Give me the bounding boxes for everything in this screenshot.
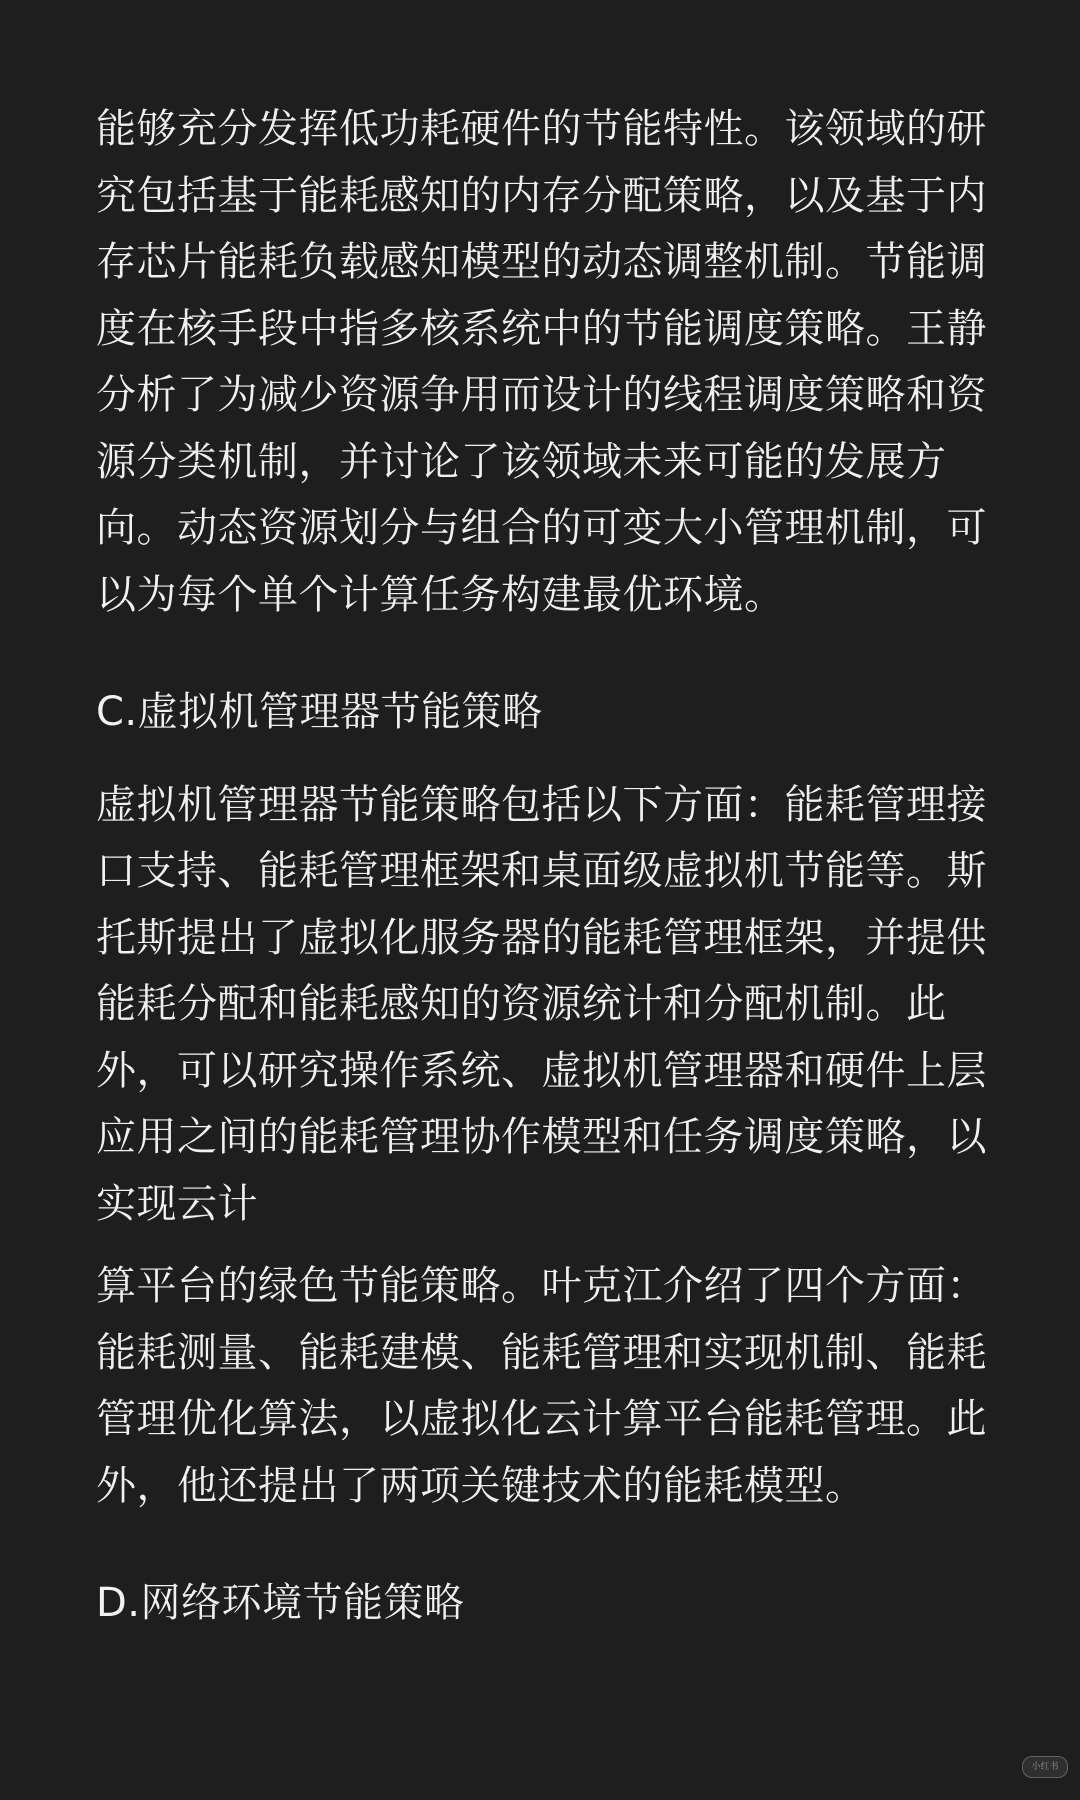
text-line: 以为每个单个计算任务构建最优环境。 xyxy=(96,571,785,618)
text-line: 算平台的绿色节能策略。叶克江介绍了四个方面： xyxy=(96,1263,987,1309)
paragraph-3 xyxy=(96,1253,986,1519)
section-heading-c: C.虚拟机管理器节能策略 xyxy=(96,689,543,735)
text-line: 应用之间的能耗管理协作模型和任务调度策略，以 xyxy=(96,1114,987,1160)
text-line: 能耗分配和能耗感知的资源统计和分配机制。此 xyxy=(96,981,947,1027)
text-line: 管理优化算法，以虚拟化云计算平台能耗管理。此 xyxy=(96,1396,987,1442)
section-heading-d: D.网络环境节能策略 xyxy=(96,1580,465,1626)
text-line: 存芯片能耗负载感知模型的动态调整机制。节能调 xyxy=(96,239,987,285)
text-line: 实现云计 xyxy=(96,1180,258,1227)
text-line: 向。动态资源划分与组合的可变大小管理机制，可 xyxy=(96,505,987,551)
text-line: 外，他还提出了两项关键技术的能耗模型。 xyxy=(96,1462,866,1509)
text-line: 托斯提出了虚拟化服务器的能耗管理框架，并提供 xyxy=(96,914,987,961)
text-line: 究包括基于能耗感知的内存分配策略，以及基于内 xyxy=(96,172,987,219)
text-line: 能够充分发挥低功耗硬件的节能特性。该领域的研 xyxy=(96,106,987,152)
text-line: 口支持、能耗管理框架和桌面级虚拟机节能等。斯 xyxy=(96,848,987,894)
text-line: 虚拟机管理器节能策略包括以下方面：能耗管理接 xyxy=(96,781,987,828)
text-line: 外，可以研究操作系统、虚拟机管理器和硬件上层 xyxy=(96,1047,987,1094)
paragraph-2 xyxy=(96,772,986,1238)
text-line: 度在核手段中指多核系统中的节能调度策略。王静 xyxy=(96,305,987,352)
text-line: 源分类机制，并讨论了该领域未来可能的发展方 xyxy=(96,438,947,485)
text-line: 能耗测量、能耗建模、能耗管理和实现机制、能耗 xyxy=(96,1329,987,1376)
paragraph-1 xyxy=(96,96,986,628)
watermark-logo: 小红书 xyxy=(1022,1756,1068,1778)
text-line: 分析了为减少资源争用而设计的线程调度策略和资 xyxy=(96,372,987,418)
article-body xyxy=(96,96,986,1637)
